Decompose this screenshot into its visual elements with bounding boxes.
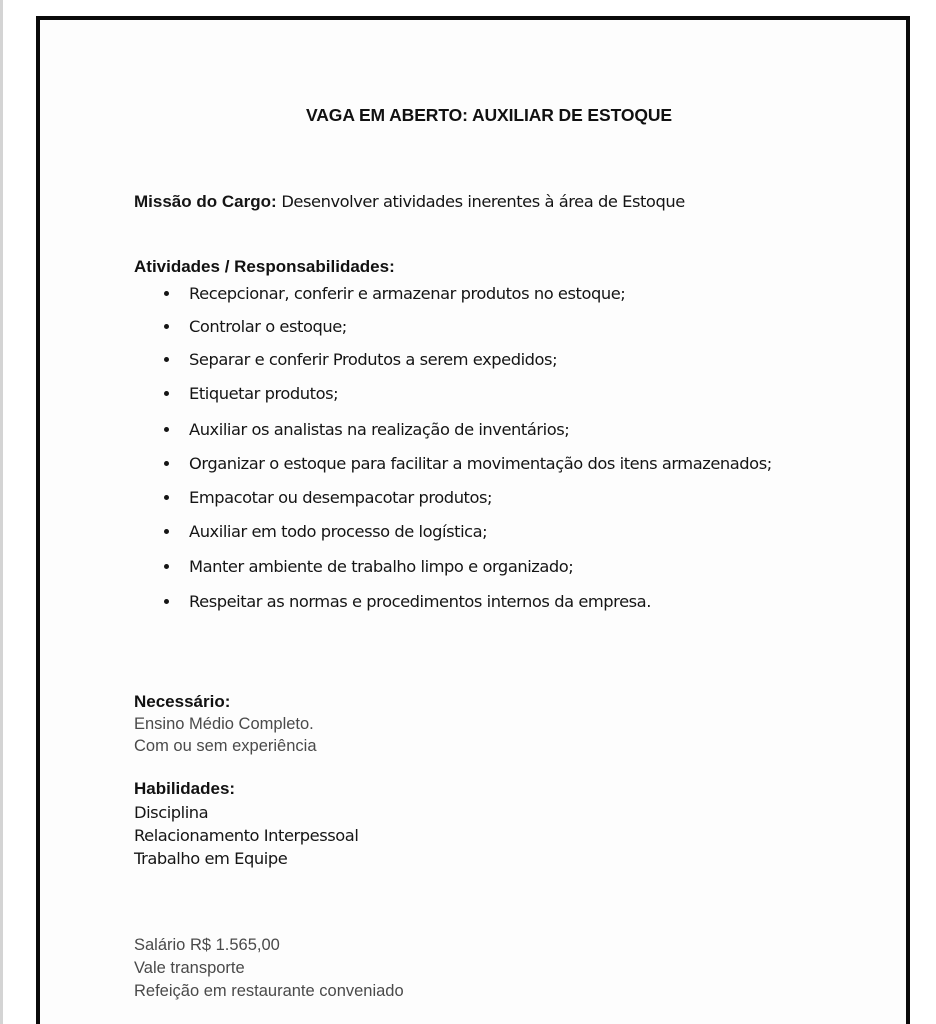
bullet-icon <box>164 529 169 534</box>
activity-text: Recepcionar, conferir e armazenar produtos no estoque; <box>189 284 626 303</box>
mission-label: Missão do Cargo: <box>134 192 277 211</box>
requirement-item: Ensino Médio Completo. <box>134 715 314 733</box>
activity-item <box>162 592 651 611</box>
bullet-icon <box>164 599 169 604</box>
bullet-icon <box>164 495 169 500</box>
requirement-item: Com ou sem experiência <box>134 737 317 755</box>
bullet-icon <box>164 427 169 432</box>
bullet-icon <box>164 391 169 396</box>
activity-item <box>162 522 487 541</box>
job-posting-document <box>36 16 910 1024</box>
activity-item <box>162 384 338 403</box>
left-edge-divider <box>0 0 3 1024</box>
bullet-icon <box>164 324 169 329</box>
document-title: VAGA EM ABERTO: AUXILIAR DE ESTOQUE <box>306 105 672 125</box>
skills-heading: Habilidades: <box>134 779 236 798</box>
activity-item <box>162 284 625 303</box>
mission-line <box>134 191 685 212</box>
bullet-icon <box>164 291 169 296</box>
activity-item <box>162 420 569 439</box>
skill-item: Disciplina <box>134 803 209 822</box>
skill-item: Relacionamento Interpessoal <box>134 826 359 845</box>
benefit-salary: Salário R$ 1.565,00 <box>134 936 280 954</box>
activity-item <box>162 350 557 369</box>
activity-item <box>162 557 573 576</box>
activity-text: Auxiliar os analistas na realização de inventários; <box>189 420 570 439</box>
requirements-heading: Necessário: <box>134 692 231 711</box>
activity-text: Etiquetar produtos; <box>189 384 339 403</box>
activity-text: Controlar o estoque; <box>189 317 347 336</box>
benefit-item: Vale transporte <box>134 959 245 977</box>
activity-text: Manter ambiente de trabalho limpo e organizado; <box>189 557 574 576</box>
bullet-icon <box>164 357 169 362</box>
mission-value: Desenvolver atividades inerentes à área de Estoque <box>276 192 685 211</box>
activity-text: Auxiliar em todo processo de logística; <box>189 522 488 541</box>
activity-text: Separar e conferir Produtos a serem expedidos; <box>189 350 558 369</box>
benefit-item: Refeição em restaurante conveniado <box>134 982 404 1000</box>
activity-item <box>162 488 492 507</box>
bullet-icon <box>164 564 169 569</box>
skill-item: Trabalho em Equipe <box>134 849 288 868</box>
activity-item <box>162 317 347 336</box>
activity-item <box>162 454 772 473</box>
activity-text: Respeitar as normas e procedimentos internos da empresa. <box>189 592 651 611</box>
activity-text: Empacotar ou desempacotar produtos; <box>189 488 493 507</box>
activities-heading: Atividades / Responsabilidades: <box>134 257 395 276</box>
bullet-icon <box>164 461 169 466</box>
activity-text: Organizar o estoque para facilitar a movimentação dos itens armazenados; <box>189 454 772 473</box>
